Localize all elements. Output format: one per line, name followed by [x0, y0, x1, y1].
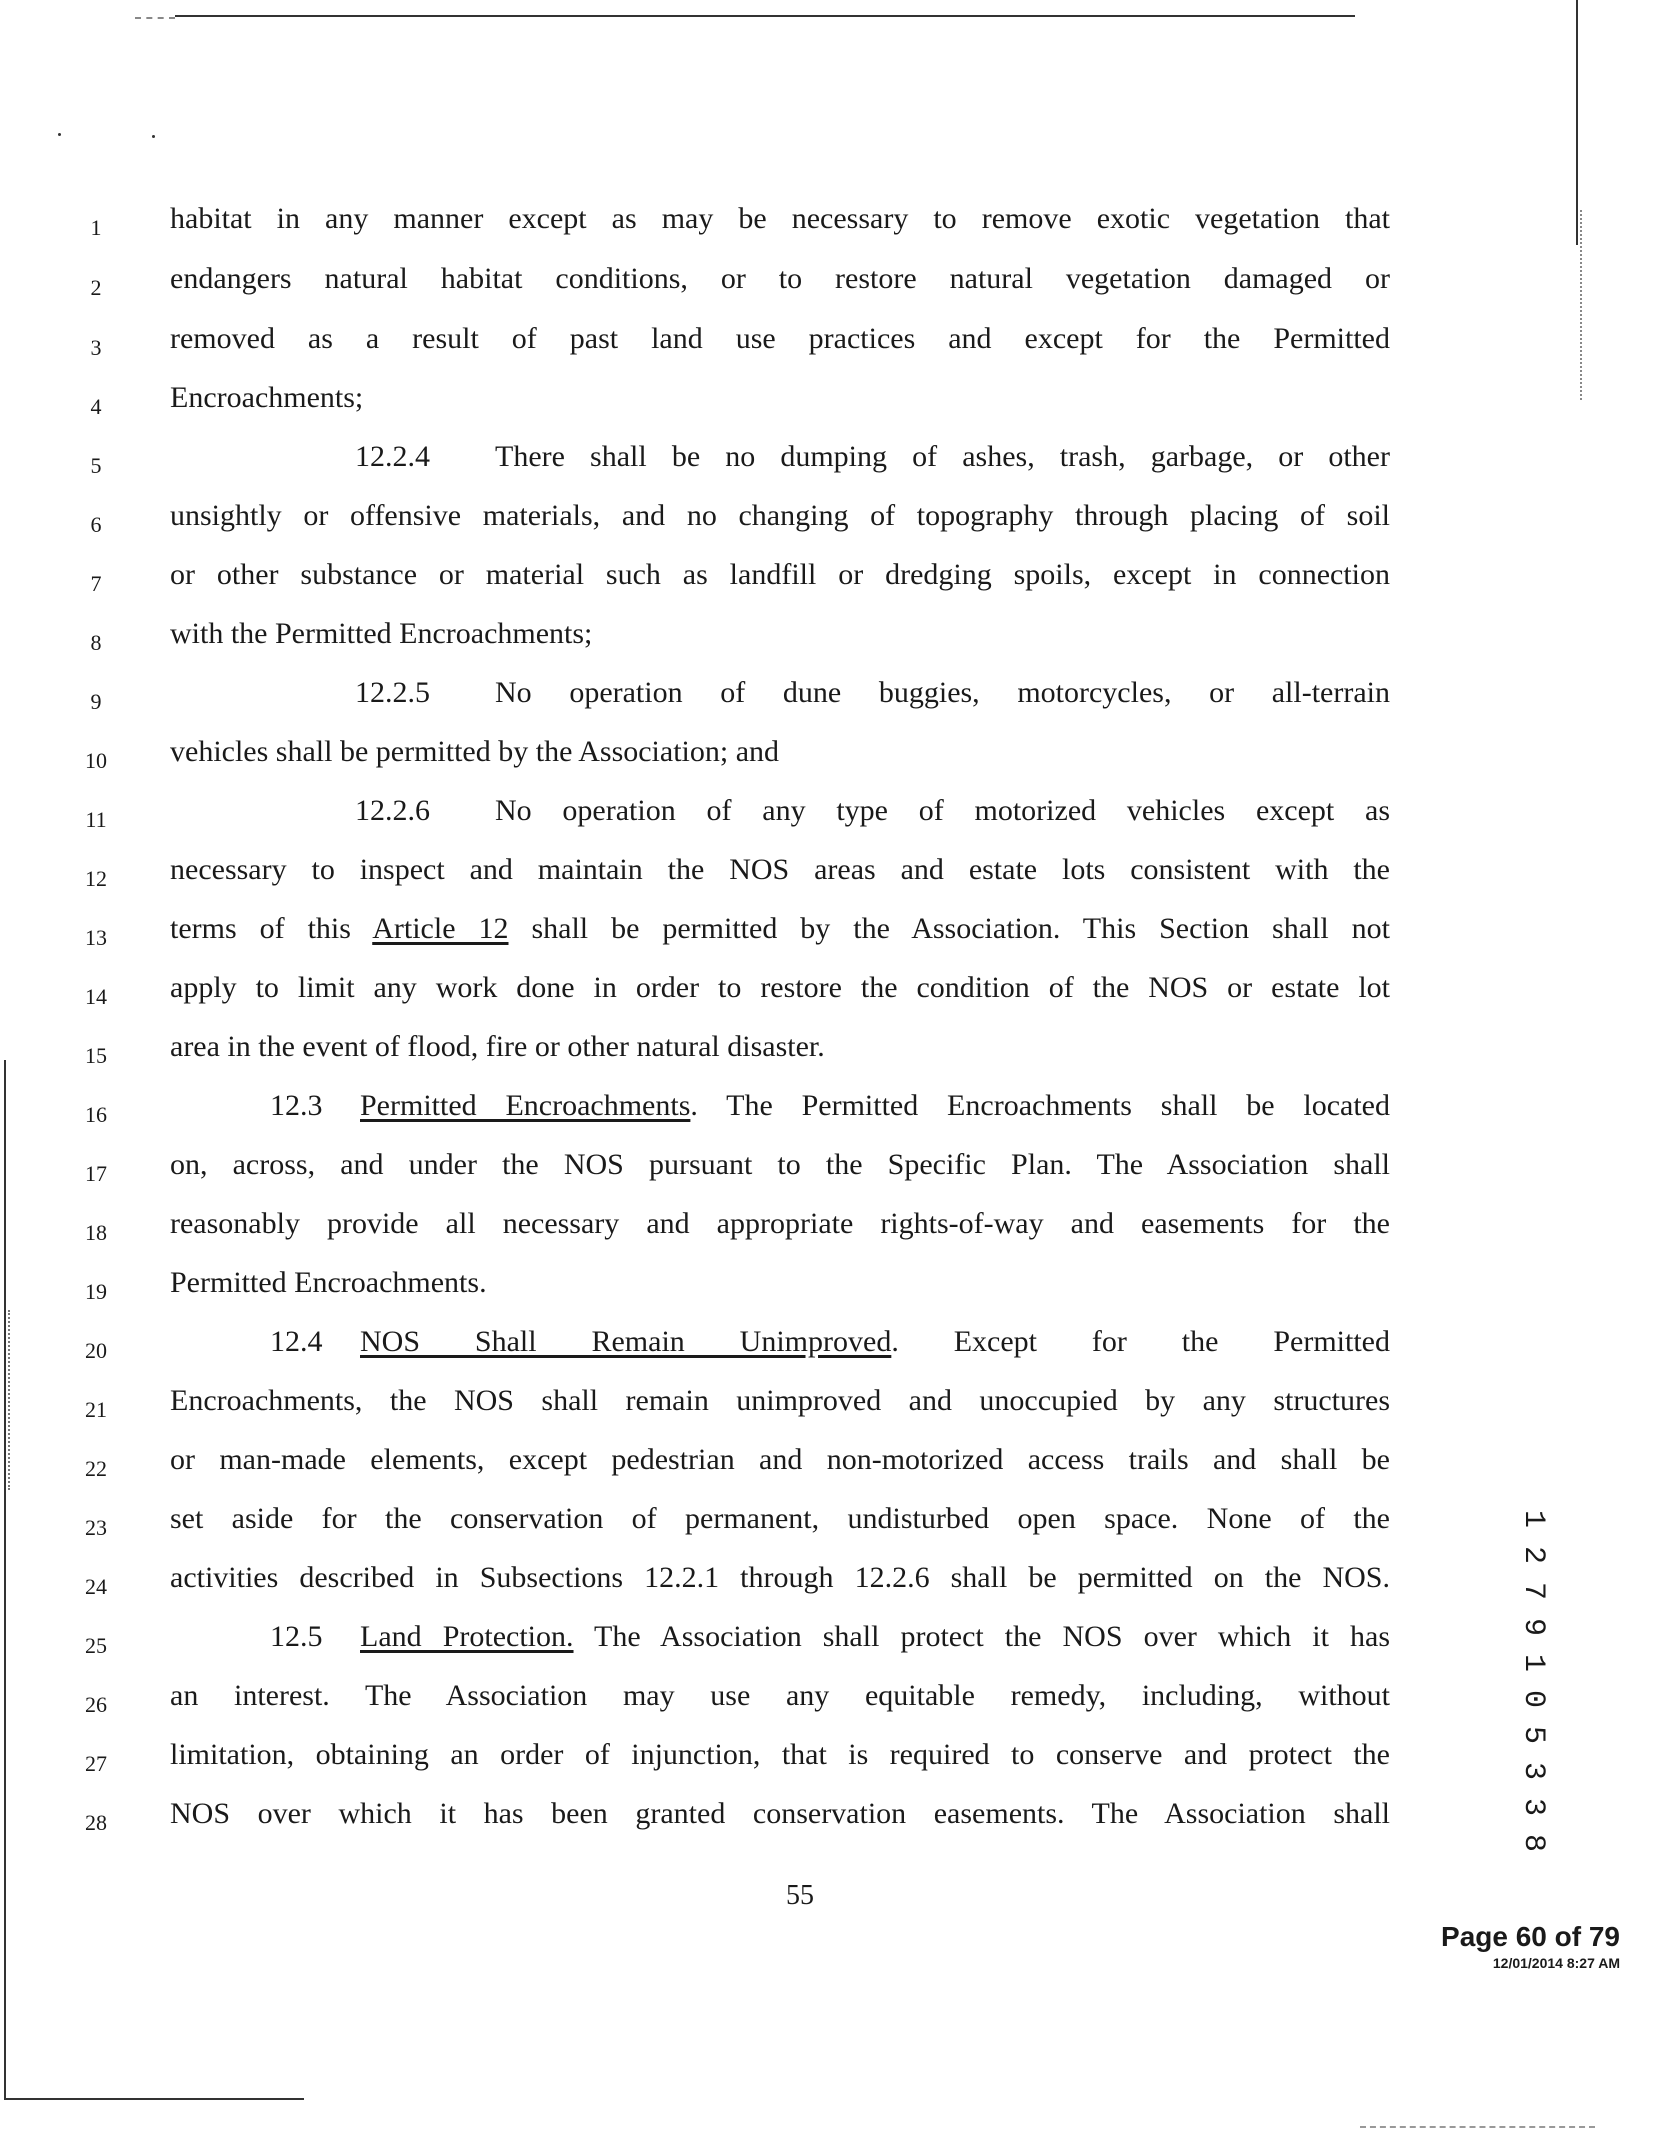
- line-number: 4: [90, 394, 102, 419]
- text-line: limitation, obtaining an order of injunction, that is required to conserve and protect the: [170, 1738, 1390, 1771]
- line-number: 25: [85, 1633, 107, 1658]
- scan-artifact: [135, 17, 175, 19]
- section-heading: Permitted Encroachments: [360, 1089, 691, 1122]
- text-line: set aside for the conservation of permanent, undisturbed open space. None of the: [170, 1502, 1390, 1535]
- text-line: Permitted Encroachments.: [170, 1266, 487, 1299]
- section-text: . The Permitted Encroachments shall be located: [690, 1089, 1390, 1122]
- page-stamp: [1390, 1920, 1620, 1972]
- line-number: 28: [85, 1810, 107, 1835]
- text-line: unsightly or offensive materials, and no changing of topography through placing of soil: [170, 499, 1390, 532]
- section-text: . Except for the Permitted: [891, 1325, 1390, 1358]
- line-number: 7: [90, 571, 102, 596]
- line-number: 27: [85, 1751, 107, 1776]
- text-line: apply to limit any work done in order to restore the condition of the NOS or estate lot: [170, 971, 1390, 1004]
- section-text: There shall be no dumping of ashes, trash, garbage, or other: [495, 440, 1390, 473]
- page-number: 55: [786, 1880, 814, 1911]
- text-line: Encroachments, the NOS shall remain unimproved and unoccupied by any structures: [170, 1384, 1390, 1417]
- text-line: vehicles shall be permitted by the Association; and: [170, 735, 780, 768]
- text-line: [170, 1087, 1390, 1125]
- section-number: 12.2.5: [355, 676, 430, 709]
- section-heading: NOS Shall Remain Unimproved: [360, 1325, 892, 1358]
- line-number: 5: [90, 453, 102, 478]
- line-number: 2: [90, 275, 102, 300]
- line-number: 22: [85, 1456, 107, 1481]
- text-line: on, across, and under the NOS pursuant to the Specific Plan. The Association shall: [170, 1148, 1390, 1181]
- line-number: 10: [85, 748, 107, 773]
- text-line: [170, 1618, 1390, 1656]
- text-line: [170, 438, 1390, 476]
- section-number: 12.5: [270, 1620, 323, 1653]
- stamp-datetime: 12/01/2014 8:27 AM: [1492, 1955, 1620, 1971]
- top-border-line: [175, 15, 1355, 17]
- line-number: 1: [90, 215, 102, 240]
- text-line: an interest. The Association may use any equitable remedy, including, without: [170, 1679, 1390, 1712]
- section-text: No operation of any type of motorized vehicles except as: [495, 794, 1390, 827]
- text-line: with the Permitted Encroachments;: [170, 617, 593, 650]
- section-number: 12.2.6: [355, 794, 430, 827]
- text-line: endangers natural habitat conditions, or to restore natural vegetation damaged or: [170, 262, 1390, 295]
- text-fragment: terms of this: [170, 912, 373, 945]
- recording-code: 1 2 7 9 1 0 5 3 3 8: [1516, 1510, 1550, 1853]
- scan-artifact: [1580, 210, 1582, 400]
- line-number: 3: [90, 335, 102, 360]
- bottom-border-line: [4, 2098, 304, 2100]
- line-number: 6: [90, 512, 102, 537]
- section-text: No operation of dune buggies, motorcycles, or all-terrain: [495, 676, 1390, 709]
- text-line: [170, 674, 1390, 712]
- line-number: 18: [85, 1220, 107, 1245]
- line-number: 16: [85, 1102, 107, 1127]
- line-number: 14: [85, 984, 107, 1009]
- stamp-page-count: Page 60 of 79: [1441, 1921, 1620, 1952]
- line-number: 24: [85, 1574, 107, 1599]
- text-line: or other substance or material such as landfill or dredging spoils, except in connection: [170, 558, 1390, 591]
- section-heading: Land Protection.: [360, 1620, 574, 1653]
- line-number: 20: [85, 1338, 107, 1363]
- line-number: 19: [85, 1279, 107, 1304]
- scan-speck: [58, 133, 61, 136]
- text-line: necessary to inspect and maintain the NOS areas and estate lots consistent with the: [170, 853, 1390, 886]
- section-text: The Association shall protect the NOS over which it has: [573, 1620, 1391, 1653]
- line-number: 9: [90, 689, 102, 714]
- text-line: area in the event of flood, fire or other natural disaster.: [170, 1030, 825, 1063]
- line-number: 13: [85, 925, 107, 950]
- line-number: 15: [85, 1043, 107, 1068]
- text-line: habitat in any manner except as may be necessary to remove exotic vegetation that: [170, 202, 1390, 235]
- right-border-line: [1576, 0, 1578, 245]
- section-number: 12.4: [270, 1325, 323, 1358]
- line-number: 23: [85, 1515, 107, 1540]
- line-number: 21: [85, 1397, 107, 1422]
- line-number: 12: [85, 866, 107, 891]
- text-fragment: shall be permitted by the Association. This Section shall not: [508, 912, 1390, 945]
- text-line: activities described in Subsections 12.2.1 through 12.2.6 shall be permitted on the NOS.: [170, 1561, 1390, 1594]
- scan-artifact: [1360, 2126, 1595, 2128]
- text-line: [170, 910, 1390, 948]
- scan-artifact: [8, 1310, 10, 1490]
- text-line: or man-made elements, except pedestrian and non-motorized access trails and shall be: [170, 1443, 1390, 1476]
- text-line: NOS over which it has been granted conservation easements. The Association shall: [170, 1797, 1390, 1830]
- text-line: [170, 792, 1390, 830]
- line-number: 8: [90, 630, 102, 655]
- section-number: 12.3: [270, 1089, 323, 1122]
- text-line: removed as a result of past land use practices and except for the Permitted: [170, 322, 1390, 355]
- line-number: 11: [85, 807, 107, 832]
- line-number: 26: [85, 1692, 107, 1717]
- section-number: 12.2.4: [355, 440, 430, 473]
- line-number: 17: [85, 1161, 107, 1186]
- scan-speck: [152, 135, 155, 138]
- article-12-link[interactable]: Article 12: [372, 912, 509, 945]
- left-border-line: [4, 1060, 6, 2100]
- text-line: Encroachments;: [170, 381, 364, 414]
- text-line: [170, 1323, 1390, 1361]
- text-line: reasonably provide all necessary and appropriate rights-of-way and easements for the: [170, 1207, 1390, 1240]
